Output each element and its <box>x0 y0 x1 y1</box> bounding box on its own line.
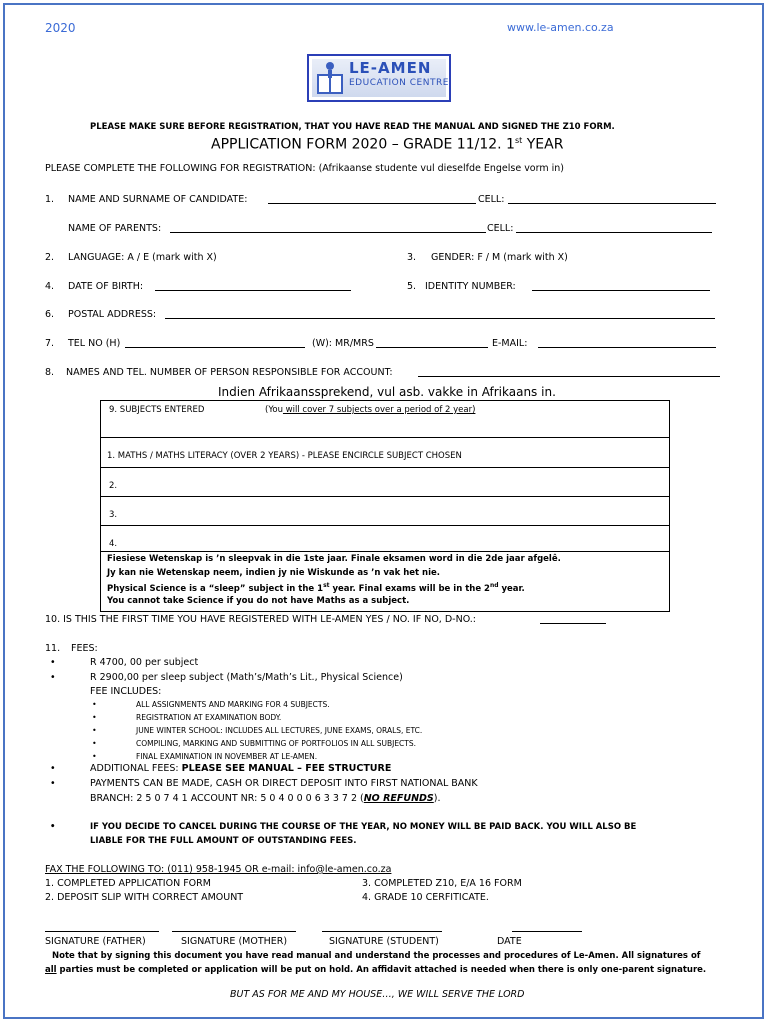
cancel-notice-1: • IF YOU DECIDE TO CANCEL DURING THE COURSE OF THE YEAR, NO MONEY WILL BE PAID BACK. YOU WILL ALSO BE <box>90 822 636 832</box>
subject-row-3[interactable] <box>101 496 669 526</box>
payment-info: • PAYMENTS CAN BE MADE, CASH OR DIRECT DEPOSIT INTO FIRST NATIONAL BANK <box>90 778 478 789</box>
afrikaans-note: Indien Afrikaanssprekend, vul asb. vakke in Afrikaans in. <box>218 385 556 399</box>
fee-includes-label: FEE INCLUDES: <box>90 686 162 697</box>
parents-cell-label: CELL: <box>487 223 514 234</box>
fee-include-1: • ALL ASSIGNMENTS AND MARKING FOR 4 SUBJECTS. <box>136 700 330 709</box>
postal-address-input[interactable] <box>165 309 715 319</box>
logo-brand-text: LE-AMEN <box>349 59 432 77</box>
form-title: APPLICATION FORM 2020 – GRADE 11/12. 1st YEAR <box>211 136 564 153</box>
field-3-number: 3. <box>407 252 417 263</box>
field-2-number: 2. <box>45 252 55 263</box>
subject-row-2[interactable] <box>101 467 669 497</box>
fax-item-1: 1. COMPLETED APPLICATION FORM <box>45 878 211 889</box>
d-no-input[interactable] <box>540 614 606 624</box>
footer-note-2: all parties must be completed or application will be put on hold. An affidavit attached is needed when there is only one-parent signature. <box>45 965 707 975</box>
student-signature-label: SIGNATURE (STUDENT) <box>329 936 439 947</box>
subject-row-4[interactable] <box>101 525 669 552</box>
cancel-notice-2: LIABLE FOR THE FULL AMOUNT OF OUTSTANDING FEES. <box>90 836 357 846</box>
student-signature-input[interactable] <box>322 922 442 932</box>
field-4-number: 4. <box>45 281 55 292</box>
logo-subtitle: EDUCATION CENTRE <box>349 78 449 88</box>
candidate-name-input[interactable] <box>268 194 476 204</box>
additional-fees: • ADDITIONAL FEES: PLEASE SEE MANUAL – FEE STRUCTURE <box>90 763 391 774</box>
science-note-1: Fiesiese Wetenskap is ’n sleepvak in die 1ste jaar. Finale eksamen word in die 2de jaar afgelê. <box>107 554 561 564</box>
fax-item-3: 3. COMPLETED Z10, E/A 16 FORM <box>362 878 522 889</box>
bank-details: BRANCH: 2 5 0 7 4 1 ACCOUNT NR: 5 0 4 0 0 0 6 3 3 7 2 (NO REFUNDS). <box>90 793 441 804</box>
id-number-input[interactable] <box>532 281 710 291</box>
parents-cell-input[interactable] <box>516 223 712 233</box>
fees-number: 11. <box>45 643 61 654</box>
fee-sleep-subject: • R 2900,00 per sleep subject (Math’s/Math’s Lit., Physical Science) <box>90 672 403 683</box>
fee-include-2: • REGISTRATION AT EXAMINATION BODY. <box>136 713 281 722</box>
tel-work-label: (W): MR/MRS <box>312 338 374 349</box>
date-label: DATE <box>497 936 522 947</box>
field-8-number: 8. <box>45 367 55 378</box>
tel-work-input[interactable] <box>376 338 488 348</box>
fee-include-3: • JUNE WINTER SCHOOL: INCLUDES ALL LECTURES, JUNE EXAMS, ORALS, ETC. <box>136 726 422 735</box>
postal-address-label: POSTAL ADDRESS: <box>68 309 157 320</box>
field-7-number: 7. <box>45 338 55 349</box>
father-signature-input[interactable] <box>45 922 159 932</box>
fee-per-subject: • R 4700, 00 per subject <box>90 657 198 668</box>
father-signature-label: SIGNATURE (FATHER) <box>45 936 146 947</box>
motto: BUT AS FOR ME AND MY HOUSE…, WE WILL SERVE THE LORD <box>230 989 525 1000</box>
registration-notice: PLEASE MAKE SURE BEFORE REGISTRATION, THAT YOU HAVE READ THE MANUAL AND SIGNED THE Z10 FORM. <box>90 122 615 132</box>
id-number-label: IDENTITY NUMBER: <box>425 281 516 292</box>
book-person-icon <box>315 60 345 96</box>
parents-name-input[interactable] <box>170 223 486 233</box>
field-1-number: 1. <box>45 194 55 205</box>
science-note-4: You cannot take Science if you do not have Maths as a subject. <box>107 596 410 606</box>
footer-note-1: Note that by signing this document you have read manual and understand the processes and procedures of Le-Amen. All signatures of <box>52 951 701 961</box>
science-note-2: Jy kan nie Wetenskap neem, indien jy nie Wiskunde as ’n vak het nie. <box>107 568 441 578</box>
instructions: PLEASE COMPLETE THE FOLLOWING FOR REGISTRATION: (Afrikaanse studente vul dieselfde Engelse vorm in) <box>45 163 565 174</box>
fax-item-4: 4. GRADE 10 CERFITICATE. <box>362 892 489 903</box>
dob-input[interactable] <box>155 281 351 291</box>
fee-include-5: • FINAL EXAMINATION IN NOVEMBER AT LE-AMEN. <box>136 752 317 761</box>
subject-row-2-label: 2. <box>109 481 118 491</box>
subject-row-4-label: 4. <box>109 539 118 549</box>
fax-heading: FAX THE FOLLOWING TO: (011) 958-1945 OR e-mail: info@le-amen.co.za <box>45 864 392 875</box>
le-amen-logo <box>307 54 451 102</box>
field-6-number: 6. <box>45 309 55 320</box>
subjects-heading: 9. SUBJECTS ENTERED <box>109 405 205 415</box>
parents-label: NAME OF PARENTS: <box>68 223 162 234</box>
year-label: 2020 <box>45 21 76 35</box>
subject-row-1[interactable] <box>101 437 669 468</box>
mother-signature-input[interactable] <box>172 922 296 932</box>
account-person-input[interactable] <box>418 367 720 377</box>
subjects-heading-row <box>101 401 669 438</box>
mother-signature-label: SIGNATURE (MOTHER) <box>181 936 288 947</box>
account-person-label: NAMES AND TEL. NUMBER OF PERSON RESPONSIBLE FOR ACCOUNT: <box>66 367 393 378</box>
q10-label: 10. IS THIS THE FIRST TIME YOU HAVE REGISTERED WITH LE-AMEN YES / NO. IF NO, D-NO.: <box>45 614 477 625</box>
gender-field[interactable]: GENDER: F / M (mark with X) <box>431 252 568 263</box>
science-note-3: Physical Science is a “sleep” subject in the 1st year. Final exams will be in the 2nd year. <box>107 582 525 594</box>
field-5-number: 5. <box>407 281 417 292</box>
email-label: E-MAIL: <box>492 338 528 349</box>
subject-row-3-label: 3. <box>109 510 118 520</box>
subjects-table <box>100 400 670 612</box>
candidate-cell-label: CELL: <box>478 194 505 205</box>
tel-home-input[interactable] <box>125 338 305 348</box>
website-link[interactable]: www.le-amen.co.za <box>507 21 614 34</box>
subject-row-1-label: 1. MATHS / MATHS LITERACY (OVER 2 YEARS) - PLEASE ENCIRCLE SUBJECT CHOSEN <box>107 451 462 461</box>
email-input[interactable] <box>538 338 716 348</box>
tel-home-label: TEL NO (H) <box>68 338 121 349</box>
dob-label: DATE OF BIRTH: <box>68 281 144 292</box>
field-1-label: NAME AND SURNAME OF CANDIDATE: <box>68 194 248 205</box>
fee-include-4: • COMPILING, MARKING AND SUBMITTING OF PORTFOLIOS IN ALL SUBJECTS. <box>136 739 416 748</box>
fax-item-2: 2. DEPOSIT SLIP WITH CORRECT AMOUNT <box>45 892 244 903</box>
subjects-note: (You will cover 7 subjects over a period of 2 year) <box>265 405 476 415</box>
language-field[interactable]: LANGUAGE: A / E (mark with X) <box>68 252 217 263</box>
candidate-cell-input[interactable] <box>508 194 716 204</box>
fees-label: FEES: <box>71 643 98 654</box>
date-input[interactable] <box>512 922 582 932</box>
